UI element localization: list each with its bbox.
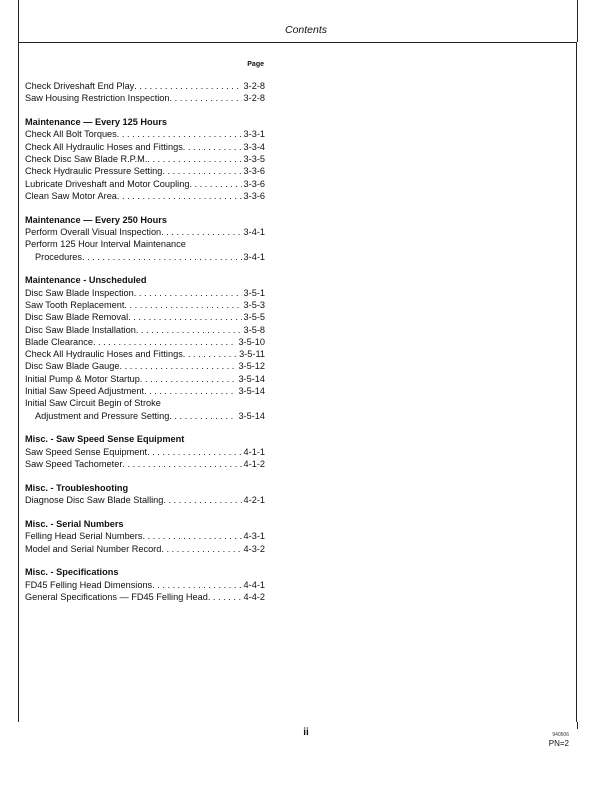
toc-entry-title: Disc Saw Blade Inspection xyxy=(25,287,134,298)
toc-entry xyxy=(25,324,265,336)
page-column-label: Page xyxy=(247,61,264,68)
toc-entry xyxy=(25,336,265,348)
dot-leader xyxy=(136,324,242,336)
toc-section xyxy=(25,482,265,507)
section-heading: Maintenance — Every 125 Hours xyxy=(25,117,167,128)
footer-date-code: 940506 xyxy=(552,732,569,738)
toc-entry xyxy=(25,80,265,92)
toc-entry xyxy=(25,178,265,190)
dot-leader xyxy=(189,178,241,190)
toc-entry-title: Saw Housing Restriction Inspection xyxy=(25,93,170,104)
dot-leader xyxy=(170,92,242,104)
toc-entry-title: Blade Clearance xyxy=(25,336,93,347)
dot-leader xyxy=(140,373,237,385)
toc-entry xyxy=(25,410,265,422)
dot-leader xyxy=(128,311,241,323)
dot-leader xyxy=(117,128,242,140)
toc-entry-page: 3-5-10 xyxy=(238,336,265,347)
dot-leader xyxy=(162,165,241,177)
toc-section xyxy=(25,80,265,105)
dot-leader xyxy=(152,579,241,591)
dot-leader xyxy=(119,360,236,372)
toc-entry-continuation: Procedures xyxy=(35,251,82,262)
dot-leader xyxy=(134,80,241,92)
toc-entry xyxy=(25,579,265,591)
toc-section xyxy=(25,214,265,263)
dot-leader xyxy=(208,591,242,603)
dot-leader xyxy=(183,141,242,153)
toc-entry-title: Perform 125 Hour Interval Maintenance xyxy=(25,239,186,250)
dot-leader xyxy=(134,287,242,299)
dot-leader xyxy=(124,299,241,311)
toc-entry-page: 4-3-1 xyxy=(243,531,265,542)
dot-leader xyxy=(163,494,241,506)
toc-entry-page: 3-3-5 xyxy=(243,153,265,164)
toc-entry-page: 3-5-8 xyxy=(243,324,265,335)
toc-entry xyxy=(25,458,265,470)
toc-entry-page: 3-3-6 xyxy=(243,166,265,177)
section-heading: Misc. - Specifications xyxy=(25,567,119,578)
dot-leader xyxy=(117,190,242,202)
toc-section xyxy=(25,566,265,603)
toc-entry-page: 3-5-14 xyxy=(238,386,265,397)
footer-page-number: ii xyxy=(303,727,309,738)
toc-entry-page: 3-3-4 xyxy=(243,141,265,152)
toc-entry-page: 4-1-1 xyxy=(243,446,265,457)
toc-entry-title: Clean Saw Motor Area xyxy=(25,190,117,201)
toc-entry xyxy=(25,543,265,555)
toc-entry-page: 3-3-1 xyxy=(243,129,265,140)
toc-entry xyxy=(25,141,265,153)
toc-entry-title: Check Driveshaft End Play xyxy=(25,81,135,91)
dot-leader xyxy=(147,446,241,458)
toc-entry-page: 3-5-14 xyxy=(238,410,265,421)
toc-entry-page: 3-2-8 xyxy=(243,81,265,91)
page-header-title: Contents xyxy=(284,24,328,36)
toc-entry-page: 3-4-1 xyxy=(243,226,265,237)
toc-entry-page: 4-4-2 xyxy=(243,591,265,602)
toc-entry xyxy=(25,165,265,177)
toc-entry-title: Disc Saw Blade Installation xyxy=(25,324,136,335)
toc-entry-title: Saw Tooth Replacement xyxy=(25,299,125,310)
toc-entry-title: Saw Speed Tachometer xyxy=(25,459,123,470)
toc-entry-title: Check Hydraulic Pressure Setting xyxy=(25,166,163,177)
toc-entry-title: FD45 Felling Head Dimensions xyxy=(25,579,153,590)
section-heading: Misc. - Saw Speed Sense Equipment xyxy=(25,434,185,445)
toc-entry-page: 3-5-14 xyxy=(238,373,265,384)
section-heading: Maintenance - Unscheduled xyxy=(25,275,147,286)
toc-entry-page: 4-4-1 xyxy=(243,579,265,590)
toc-entry xyxy=(25,287,265,299)
section-heading: Maintenance — Every 250 Hours xyxy=(25,214,167,225)
toc-entry-page: 3-5-3 xyxy=(243,299,265,310)
dot-leader xyxy=(147,153,241,165)
toc-entry-page: 3-3-6 xyxy=(243,178,265,189)
dot-leader xyxy=(169,410,236,422)
section-heading: Misc. - Serial Numbers xyxy=(25,518,124,529)
dot-leader xyxy=(122,458,241,470)
toc-entry xyxy=(25,128,265,140)
toc-entry xyxy=(25,226,265,238)
toc-entry-page: 3-5-12 xyxy=(238,361,265,372)
toc-entry-title: General Specifications — FD45 Felling Head xyxy=(25,591,208,602)
toc-entry-title: Perform Overall Visual Inspection xyxy=(25,226,162,237)
dot-leader xyxy=(82,251,242,263)
toc-entry xyxy=(25,299,265,311)
toc-entry-page: 3-5-5 xyxy=(243,312,265,323)
toc-entry-page: 4-3-2 xyxy=(243,543,265,554)
toc-entry-page: 4-1-2 xyxy=(243,459,265,470)
toc-entry xyxy=(25,530,265,542)
dot-leader xyxy=(93,336,237,348)
toc-entry-title: Disc Saw Blade Gauge xyxy=(25,361,120,372)
toc-entry-title: Disc Saw Blade Removal xyxy=(25,312,129,323)
dot-leader xyxy=(142,530,241,542)
toc-entry-title: Initial Saw Speed Adjustment xyxy=(25,386,144,397)
toc-entry-title: Check Disc Saw Blade R.P.M. xyxy=(25,153,148,164)
toc-entry xyxy=(25,446,265,458)
toc-entry-title: Initial Saw Circuit Begin of Stroke xyxy=(25,398,161,409)
toc-section xyxy=(25,274,265,422)
toc-entry xyxy=(25,311,265,323)
toc-entry-title: Check All Hydraulic Hoses and Fittings xyxy=(25,349,183,360)
toc-entry-title: Felling Head Serial Numbers xyxy=(25,531,143,542)
table-of-contents xyxy=(25,80,265,615)
toc-entry-page: 3-3-6 xyxy=(243,190,265,201)
toc-entry-page: 3-4-1 xyxy=(243,251,265,262)
dot-leader xyxy=(144,385,236,397)
toc-entry-title: Diagnose Disc Saw Blade Stalling xyxy=(25,495,164,506)
dot-leader xyxy=(161,226,241,238)
toc-entry-title: Model and Serial Number Record xyxy=(25,543,162,554)
toc-entry-title: Initial Pump & Motor Startup xyxy=(25,373,140,384)
footer-pn: PN=2 xyxy=(548,739,569,748)
toc-entry xyxy=(25,360,265,372)
toc-entry xyxy=(25,153,265,165)
toc-entry-title: Saw Speed Sense Equipment xyxy=(25,446,148,457)
toc-entry-page: 3-5-11 xyxy=(239,349,265,360)
dot-leader xyxy=(161,543,241,555)
section-heading: Misc. - Troubleshooting xyxy=(25,482,129,493)
toc-entry xyxy=(25,373,265,385)
toc-entry-page: 4-2-1 xyxy=(243,495,265,506)
toc-entry-continuation: Adjustment and Pressure Setting xyxy=(35,410,170,421)
toc-section xyxy=(25,518,265,555)
toc-entry xyxy=(25,190,265,202)
toc-entry-title: Lubricate Driveshaft and Motor Coupling xyxy=(25,178,190,189)
toc-entry xyxy=(25,92,265,104)
toc-entry xyxy=(25,591,265,603)
toc-entry xyxy=(25,348,265,360)
toc-entry xyxy=(25,251,265,263)
toc-entry-title: Check All Bolt Torques xyxy=(25,129,117,140)
toc-entry-title: Check All Hydraulic Hoses and Fittings xyxy=(25,141,183,152)
toc-entry xyxy=(25,385,265,397)
toc-entry-page: 3-5-1 xyxy=(243,287,265,298)
toc-entry-page: 3-2-8 xyxy=(243,93,265,104)
toc-section xyxy=(25,116,265,202)
dot-leader xyxy=(183,348,237,360)
toc-entry xyxy=(25,494,265,506)
toc-section xyxy=(25,433,265,470)
